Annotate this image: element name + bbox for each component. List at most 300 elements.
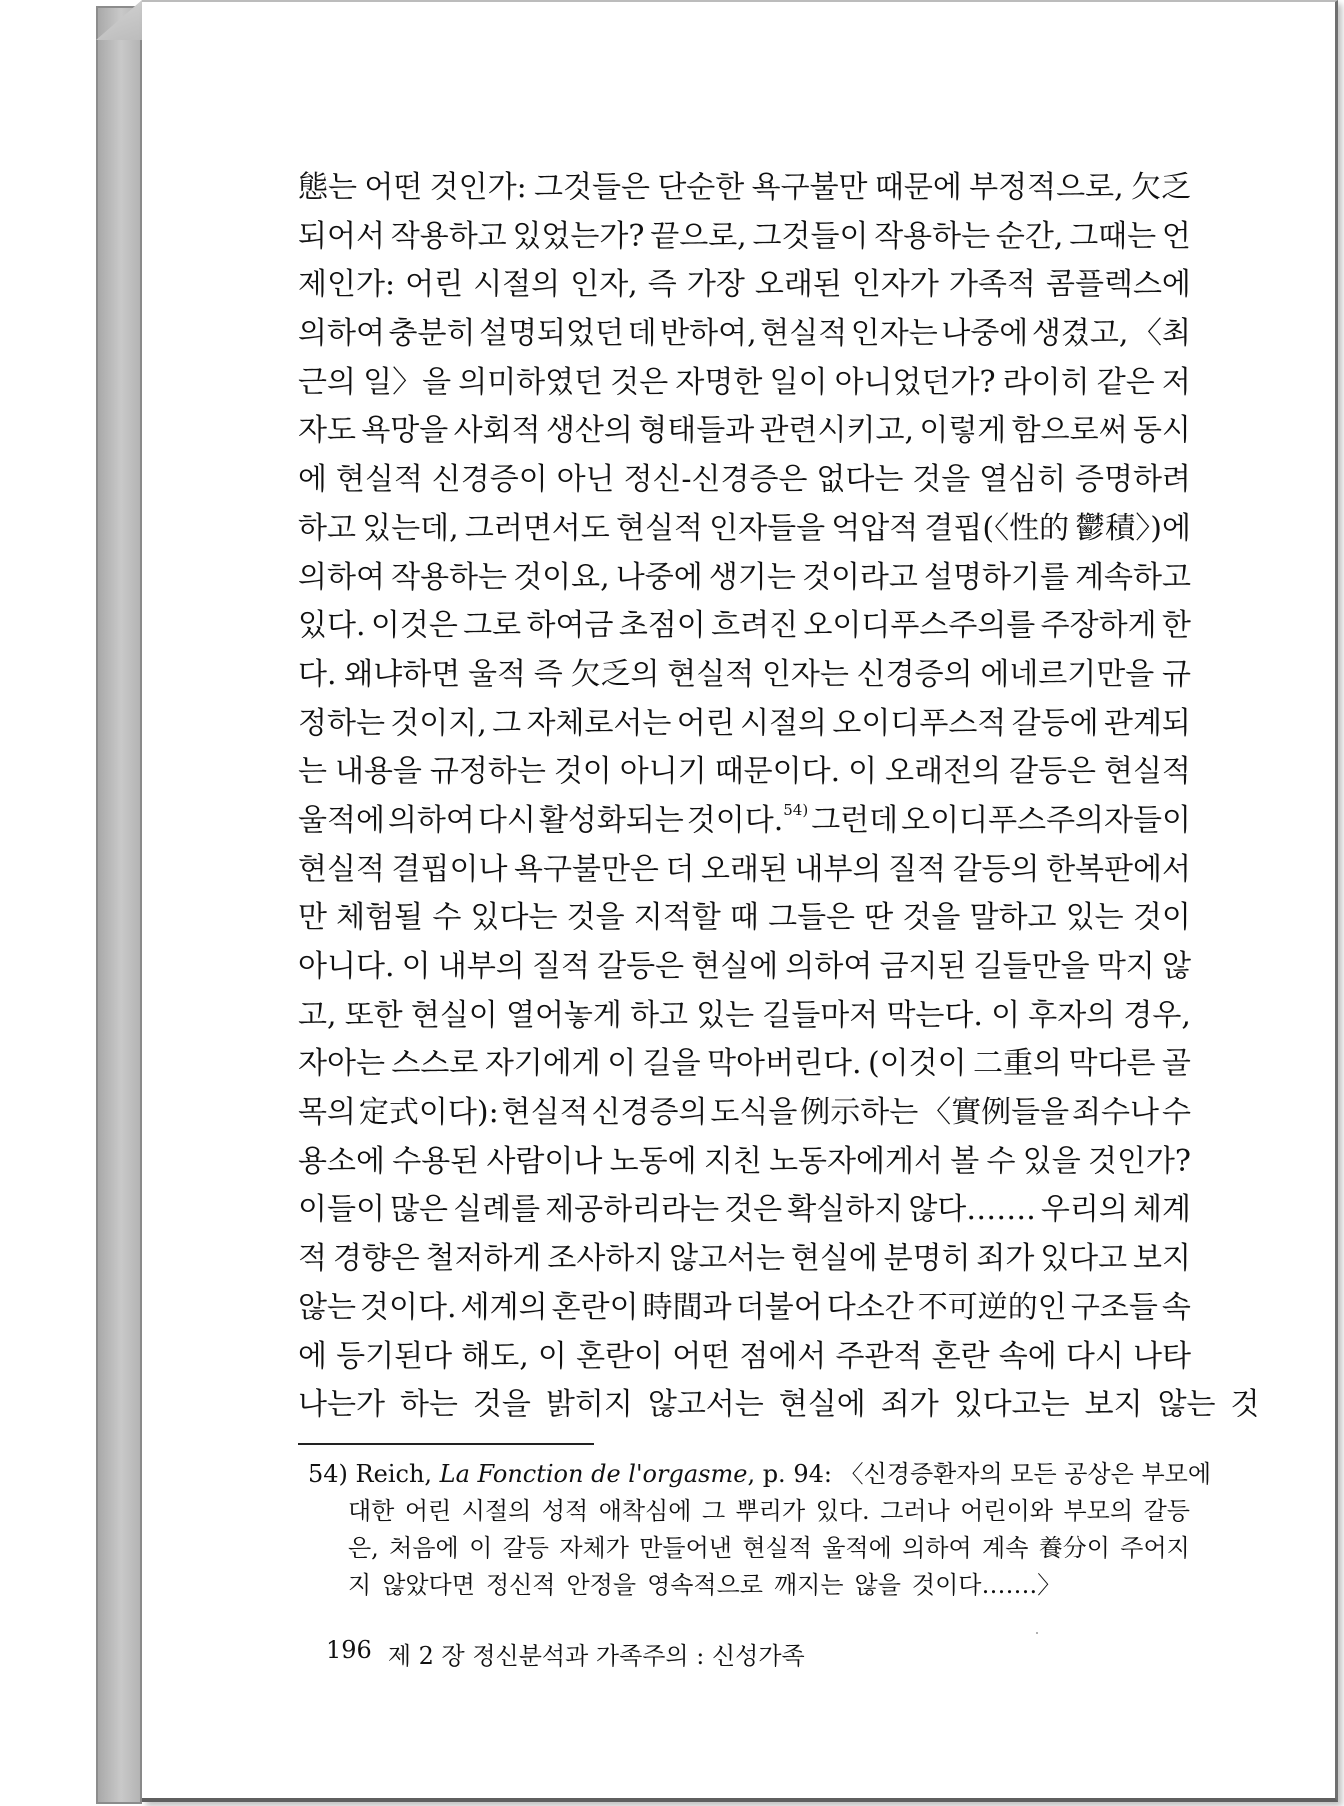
word: 우리의 — [1040, 1192, 1128, 1228]
word: 것이라고 — [801, 559, 918, 595]
word: 있다는 — [470, 900, 558, 936]
word: 때문에 — [874, 170, 962, 205]
word: 목의 — [298, 1095, 356, 1131]
word: 영속적으로 — [647, 1571, 763, 1599]
word: 저 — [1161, 364, 1191, 400]
word: 가장 — [686, 267, 745, 303]
word: 질적 — [531, 949, 590, 984]
footnote-rule — [298, 1443, 594, 1445]
word: 에 — [298, 1338, 327, 1374]
word: 갈등의 — [952, 851, 1040, 887]
word: 혼란이 — [576, 1338, 664, 1374]
footnote-author: Reich, — [355, 1460, 433, 1488]
word: 작용하고 — [390, 218, 507, 254]
word: 세계의 — [460, 1289, 548, 1325]
word: 있다. — [298, 608, 366, 644]
word: 갈등 — [1143, 1497, 1190, 1525]
word: 이 — [607, 1046, 637, 1082]
word: 일〉을 — [363, 364, 452, 400]
word: 의하여 — [902, 1534, 972, 1562]
word: 사람이나 — [486, 1143, 603, 1179]
word: 갈등은 — [1009, 754, 1096, 790]
word: 아니기 — [619, 754, 707, 790]
body-line — [298, 846, 1191, 895]
word: 이 — [469, 1534, 493, 1562]
word: 않다……. — [908, 1192, 1036, 1228]
footnote-line — [348, 1530, 1190, 1567]
word: 만들어낸 — [639, 1534, 732, 1562]
body-line — [298, 1381, 1260, 1430]
word: 경향은 — [332, 1241, 420, 1277]
word: 많은 — [390, 1192, 449, 1228]
word: 현실적 — [615, 510, 703, 546]
word: 가족적 — [948, 267, 1036, 303]
word: 되어서 — [298, 218, 385, 254]
word: 그런데 — [811, 802, 899, 838]
word: 충분히 — [388, 316, 476, 352]
word: 주관적 — [835, 1338, 923, 1374]
body-line — [298, 1235, 1191, 1284]
word: 함으로써 — [1011, 413, 1128, 449]
word: 조사하지 — [547, 1241, 664, 1277]
word: 것을 — [902, 900, 961, 936]
word: 定式이다): — [358, 1095, 499, 1131]
word: 아니었던가? — [834, 364, 996, 400]
word: 규정하는 — [429, 754, 546, 790]
word: 처음에 — [389, 1534, 459, 1562]
word: 막는다. — [886, 997, 983, 1033]
word: 갈등은 — [597, 949, 685, 984]
word: 왜냐하면 — [344, 656, 461, 692]
word: 그것들은 — [534, 170, 650, 205]
word: 鬱積〉)에 — [1075, 510, 1191, 546]
body-line — [298, 797, 1191, 846]
body-line — [298, 894, 1191, 943]
word: 갈등 — [502, 1534, 549, 1562]
running-header-chapter: 제 2 장 정신분석과 가족주의 : 신성가족 — [387, 1642, 805, 1670]
word: 죄수나 — [1072, 1095, 1160, 1131]
word: 속에 — [998, 1338, 1057, 1374]
word: 울적에 — [822, 1534, 892, 1562]
word: 시절의 — [461, 1497, 532, 1525]
word: 길을 — [642, 1046, 701, 1082]
word: 있다고는 — [953, 1387, 1070, 1423]
word: 에 — [298, 462, 327, 498]
book-spine — [96, 6, 142, 1804]
word: 열어놓게 — [505, 997, 622, 1033]
word: 울적에 — [298, 802, 385, 838]
word: 의하여 — [387, 802, 475, 838]
word: 등기된다 — [336, 1338, 453, 1374]
word: 현실적 — [667, 656, 755, 692]
word: 규 — [1162, 656, 1191, 692]
word: 속 — [1161, 1289, 1191, 1325]
word: 그들은 — [768, 900, 856, 936]
word: 있다. — [815, 1497, 870, 1525]
word: 오이디푸스주의를 — [803, 608, 1036, 644]
word: 일이 — [769, 364, 828, 400]
word: 적 — [298, 1241, 327, 1277]
word: 노동에 — [609, 1143, 697, 1179]
body-line — [298, 1040, 1191, 1089]
word: 고, — [298, 997, 337, 1033]
word: 흐려진 — [711, 608, 799, 644]
word: 혼란이 — [551, 1289, 639, 1325]
word: 뿌리가 — [735, 1497, 806, 1525]
word: 것이 — [553, 754, 612, 790]
word: 후자의 — [1028, 997, 1116, 1033]
body-line — [298, 1284, 1191, 1333]
word: 이 — [537, 1338, 567, 1374]
word: 자기에게 — [484, 1046, 601, 1082]
word: 있는데, — [362, 510, 459, 546]
word: 시절의 — [473, 267, 561, 303]
word: 지 — [348, 1571, 372, 1599]
word: 단순한 — [657, 170, 745, 205]
word: 현실에 — [778, 1387, 866, 1423]
word: 이렇게 — [919, 413, 1007, 449]
word: 안정을 — [566, 1571, 637, 1599]
word: 것은 — [724, 1192, 783, 1228]
word: 울적 — [467, 656, 526, 692]
word: 밝히지 — [545, 1387, 633, 1423]
word: 欠乏 — [1130, 170, 1191, 205]
word: 例示하는 — [800, 1095, 919, 1131]
body-line — [298, 407, 1191, 456]
footnote — [308, 1456, 1212, 1604]
body-line — [298, 992, 1191, 1041]
word: 현실적 — [760, 316, 848, 352]
word: 한 — [1161, 608, 1191, 644]
word: 경우, — [1123, 997, 1191, 1033]
word: 보지 — [1084, 1387, 1143, 1423]
word: 정신적 — [485, 1571, 556, 1599]
word: 의미하였던 — [458, 364, 604, 400]
word: 현실이 — [410, 997, 498, 1033]
word: 오래된 — [701, 851, 788, 887]
word: 것인가: — [429, 170, 527, 205]
word: 자명한 — [675, 364, 763, 400]
word: 欠乏의 — [570, 656, 660, 692]
word: 하여금 — [526, 608, 614, 644]
word: 인자가 — [851, 267, 939, 303]
word: 있을 — [1022, 1143, 1081, 1179]
word: 다시 — [1065, 1338, 1124, 1374]
word: 정신-신경증은 — [623, 462, 808, 498]
word: 의하여 — [298, 316, 385, 352]
footnote-ref[interactable]: 54) — [783, 800, 809, 819]
word: 현실적 — [335, 462, 423, 498]
word: 자체로서는 — [526, 705, 672, 741]
body-line — [298, 943, 1191, 992]
word: 더 — [665, 851, 695, 887]
word: 하고 — [298, 510, 356, 546]
word: 는 — [298, 754, 327, 790]
word: 어떤 — [672, 1338, 731, 1374]
word: 때 — [729, 900, 759, 936]
word: (이것이 — [867, 1046, 967, 1082]
word: 더불어 — [735, 1289, 823, 1325]
word: 오래된 — [754, 267, 842, 303]
word: 라이히 — [1002, 364, 1090, 400]
body-line — [298, 456, 1191, 505]
body-line — [298, 1186, 1191, 1235]
word: 수용된 — [392, 1143, 480, 1179]
word: 어린 — [404, 1497, 452, 1525]
word: 깨지는 — [773, 1571, 844, 1599]
speck — [1036, 1632, 1038, 1634]
word: 다소간 — [826, 1289, 914, 1325]
word: 인자는 — [850, 316, 938, 352]
word: 동시 — [1132, 413, 1191, 449]
body-line — [298, 651, 1191, 700]
word: 것이다.$^{54)}$ — [686, 800, 809, 838]
word: 나는가 — [298, 1387, 385, 1423]
word: 때문이다. — [714, 754, 841, 790]
word: 그 — [701, 1497, 726, 1525]
word: 있었는가? — [512, 218, 645, 254]
word: 이들이 — [298, 1192, 385, 1228]
word: 오이디푸스주의자들이 — [901, 802, 1191, 838]
word: 자체가 — [559, 1534, 629, 1562]
word: 것이 — [1132, 900, 1191, 936]
word: 스스로 — [391, 1046, 479, 1082]
word: 나중에 — [615, 559, 703, 595]
word: 시절의 — [740, 705, 828, 741]
word: 않았다면 — [382, 1571, 475, 1599]
word: 오래전의 — [885, 754, 1002, 790]
word: 하고 — [630, 997, 689, 1033]
word: 않 — [1161, 949, 1191, 984]
word: 인자들을 — [709, 510, 826, 546]
word: 態는 — [298, 170, 357, 205]
word: 즉 — [533, 656, 563, 692]
word: 부정적으로, — [969, 170, 1124, 205]
word: 은, — [348, 1534, 379, 1562]
word: 확실하지 — [787, 1192, 904, 1228]
body-line — [298, 164, 1191, 213]
word: 갈등에 — [1011, 705, 1099, 741]
word: 노동자에게서 — [769, 1143, 943, 1179]
word: 체계 — [1132, 1192, 1191, 1228]
word: 있다고 — [1040, 1241, 1128, 1277]
word: 대한 — [348, 1497, 395, 1525]
word: 지친 — [703, 1143, 762, 1179]
word: 근의 — [298, 364, 356, 400]
footnote-number: 54) — [308, 1460, 348, 1488]
word: 인자는 — [761, 656, 849, 692]
word: 것이요, — [513, 559, 610, 595]
word: 또한 — [344, 997, 403, 1033]
word: 억압적 — [831, 510, 919, 546]
word: 있는 — [1065, 900, 1124, 936]
word: 신경증의 — [591, 1095, 708, 1131]
word: 구조들 — [1070, 1289, 1158, 1325]
word: 현실적 — [501, 1095, 589, 1131]
word: 욕구불만은 — [514, 851, 659, 887]
word: 초점이 — [618, 608, 706, 644]
word: 현실에 — [691, 949, 779, 984]
footnote-title: La Fonction de l'orgasme — [439, 1460, 748, 1488]
word: 데 — [627, 316, 657, 352]
word: 현실에 — [790, 1241, 878, 1277]
word: 인자, — [570, 267, 638, 303]
word: 나타 — [1133, 1338, 1191, 1374]
page-number: 196 — [326, 1636, 372, 1664]
word: 질적 — [888, 851, 947, 887]
word: 어떤 — [364, 170, 423, 205]
word: 막지 — [1096, 949, 1155, 984]
word: 현실적 — [1103, 754, 1191, 790]
word: 생겼고, — [1031, 316, 1129, 352]
word: 결핍이나 — [391, 851, 508, 887]
word: 그로 — [463, 608, 522, 644]
word: 어린이와 — [960, 1497, 1053, 1525]
word: 계속하고 — [1075, 559, 1191, 595]
word: 의하여 — [785, 949, 873, 984]
body-text — [298, 164, 1260, 1430]
word: 수 — [1161, 1095, 1191, 1131]
word: 二重의 — [973, 1046, 1063, 1082]
word: 이 — [848, 754, 878, 790]
footnote-first-line — [308, 1456, 1212, 1493]
word: 즉 — [647, 267, 677, 303]
word: 증명하려 — [1074, 462, 1191, 498]
word: 내부의 — [437, 949, 525, 984]
word: 언 — [1161, 218, 1191, 254]
word: 막다른 — [1068, 1046, 1156, 1082]
body-line — [298, 748, 1191, 797]
body-line — [298, 310, 1191, 359]
page-footer — [326, 1636, 805, 1671]
word: 없다는 — [816, 462, 904, 498]
word: 있는 — [696, 997, 755, 1033]
word: 주어지 — [1120, 1534, 1190, 1562]
word: 주장하게 — [1040, 608, 1157, 644]
word: 끝으로, — [650, 218, 747, 254]
word: 분명히 — [883, 1241, 971, 1277]
word: 욕구불만 — [751, 170, 868, 205]
footnote-first-line-rest: , p. 94: 〈신경증환자의 모든 공상은 부모에 — [747, 1460, 1212, 1488]
word: 신경증의 — [856, 656, 973, 692]
footnote-line — [348, 1567, 1190, 1604]
word: 실례를 — [453, 1192, 541, 1228]
word: 아니다. — [298, 949, 395, 984]
word: 반하여, — [660, 316, 757, 352]
word: 의하여 — [298, 559, 385, 595]
word: 것이지, — [390, 705, 487, 741]
word: 계속 — [982, 1534, 1029, 1562]
word: 않는 — [298, 1289, 356, 1325]
word: 체험될 — [336, 900, 424, 936]
word: 해도, — [461, 1338, 529, 1374]
word: 금지된 — [879, 949, 967, 984]
body-line — [298, 602, 1191, 651]
body-line — [298, 700, 1191, 749]
word: 철저하게 — [425, 1241, 542, 1277]
word: 그러면서도 — [464, 510, 610, 546]
word: 작용하는 — [874, 218, 991, 254]
word: 제인가: — [298, 267, 396, 303]
word: 이 — [401, 949, 431, 984]
word: 내용을 — [334, 754, 422, 790]
word: 어린 — [676, 705, 735, 741]
word: 길들만을 — [973, 949, 1090, 984]
word: 〈최 — [1131, 316, 1191, 352]
word: 성적 — [541, 1497, 589, 1525]
body-line — [298, 261, 1191, 310]
word: 열심히 — [979, 462, 1067, 498]
word: 설명되었던 — [479, 316, 624, 352]
word: 그 — [492, 705, 522, 741]
word: 〈實例들을 — [921, 1095, 1070, 1131]
word: 않고서는 — [669, 1241, 786, 1277]
word: 도식을 — [710, 1095, 798, 1131]
word: 것 — [1230, 1387, 1260, 1423]
word: 수 — [986, 1143, 1016, 1179]
word: 내부의 — [794, 851, 882, 887]
word: 신경증이 — [431, 462, 548, 498]
word: 다시 — [477, 802, 536, 838]
word: 생산의 — [545, 413, 633, 449]
word: 자도 — [298, 413, 356, 449]
word: 것을 — [472, 1387, 531, 1423]
word: 오이디푸스적 — [832, 705, 1007, 741]
body-line — [298, 213, 1191, 262]
word: 않는 — [1157, 1387, 1216, 1423]
word: 현실적 — [742, 1534, 812, 1562]
word: 콤플렉스에 — [1046, 267, 1191, 303]
word: 관계되 — [1103, 705, 1191, 741]
word: 죄가 — [880, 1387, 939, 1423]
word: 이 — [991, 997, 1021, 1033]
word: 것을 — [566, 900, 625, 936]
word: 만 — [298, 900, 327, 936]
word: 않고서는 — [647, 1387, 764, 1423]
word: 나중에 — [941, 316, 1029, 352]
word: 아닌 — [556, 462, 615, 498]
word: 것은 — [610, 364, 669, 400]
word: 형태들과 — [638, 413, 755, 449]
word: 같은 — [1096, 364, 1155, 400]
word: 볼 — [950, 1143, 980, 1179]
word: 한복판에서 — [1046, 851, 1191, 887]
body-line — [298, 1138, 1191, 1187]
word: 관련시키고, — [759, 413, 914, 449]
body-line — [298, 505, 1191, 554]
word: 그때는 — [1069, 218, 1157, 254]
word: 제공하리라는 — [545, 1192, 720, 1228]
word: 그러나 — [880, 1497, 950, 1525]
word: 에네르기만을 — [980, 656, 1155, 692]
word: 사회적 — [453, 413, 541, 449]
word: 不可逆的인 — [917, 1289, 1067, 1325]
word: 현실적 — [298, 851, 385, 887]
word: 자아는 — [298, 1046, 385, 1082]
body-line — [298, 554, 1191, 603]
word: 하는 — [399, 1387, 458, 1423]
word: 것인가? — [1087, 1143, 1191, 1179]
word: 그것들이 — [752, 218, 869, 254]
word: 활성화되는 — [538, 802, 684, 838]
word: 막아버린다. — [707, 1046, 862, 1082]
word: 않을 — [854, 1571, 901, 1599]
word: 것이다…….〉 — [911, 1571, 1062, 1599]
word: 어린 — [405, 267, 464, 303]
word: 부모의 — [1063, 1497, 1134, 1525]
word: 정하는 — [298, 705, 385, 741]
word: 길들마저 — [762, 997, 879, 1033]
